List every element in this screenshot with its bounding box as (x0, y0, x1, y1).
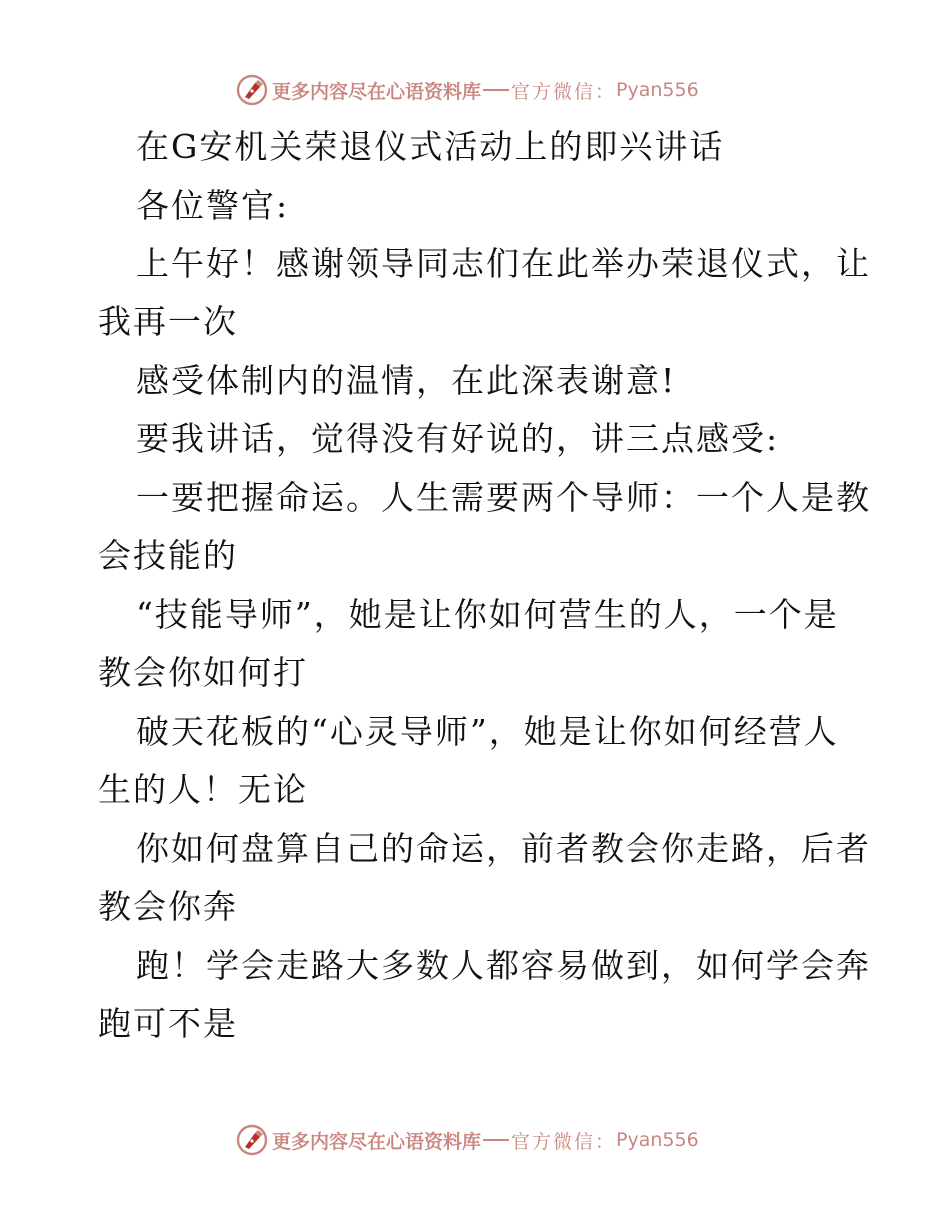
banner-dash (483, 1139, 509, 1141)
paragraph-line: 感受体制内的温情，在此深表谢意! (136, 361, 677, 400)
paragraph-line: 破天花板的“心灵导师”，她是让你如何经营人 (136, 712, 839, 751)
salutation: 各位警官: (136, 186, 290, 225)
banner-wechat-id: Pyan556 (616, 1129, 699, 1151)
document-title: 在G安机关荣退仪式活动上的即兴讲话 (136, 127, 725, 166)
pen-nib-logo-icon (236, 1124, 268, 1156)
paragraph-line: 跑！学会走路大多数人都容易做到，如何学会奔 (136, 946, 871, 985)
paragraph-line: 教会你奔 (98, 887, 238, 926)
footer-banner (236, 1123, 699, 1157)
paragraph-line: 上午好！感谢领导同志们在此举办荣退仪式，让 (136, 244, 871, 283)
paragraph-line: 跑可不是 (98, 1004, 238, 1043)
banner-main-text: 更多内容尽在心语资料库 (272, 80, 482, 103)
paragraph-line: 生的人！无论 (98, 770, 308, 809)
paragraph-line: “技能导师”，她是让你如何营生的人，一个是 (136, 595, 839, 634)
banner-dash (483, 89, 509, 91)
paragraph-line: 你如何盘算自己的命运，前者教会你走路，后者 (136, 829, 871, 868)
paragraph-line: 要我讲话，觉得没有好说的，讲三点感受: (136, 419, 780, 458)
banner-wechat-label: 官方微信： (511, 80, 617, 103)
paragraph-line: 一要把握命运。人生需要两个导师：一个人是教 (136, 478, 871, 517)
banner-wechat-id: Pyan556 (616, 79, 699, 101)
paragraph-line: 会技能的 (98, 536, 238, 575)
paragraph-line: 教会你如何打 (98, 653, 308, 692)
paragraph-line: 我再一次 (98, 302, 238, 341)
header-banner (236, 73, 699, 107)
pen-nib-logo-icon (236, 74, 268, 106)
banner-wechat-label: 官方微信： (511, 1130, 617, 1153)
banner-main-text: 更多内容尽在心语资料库 (272, 1130, 482, 1153)
